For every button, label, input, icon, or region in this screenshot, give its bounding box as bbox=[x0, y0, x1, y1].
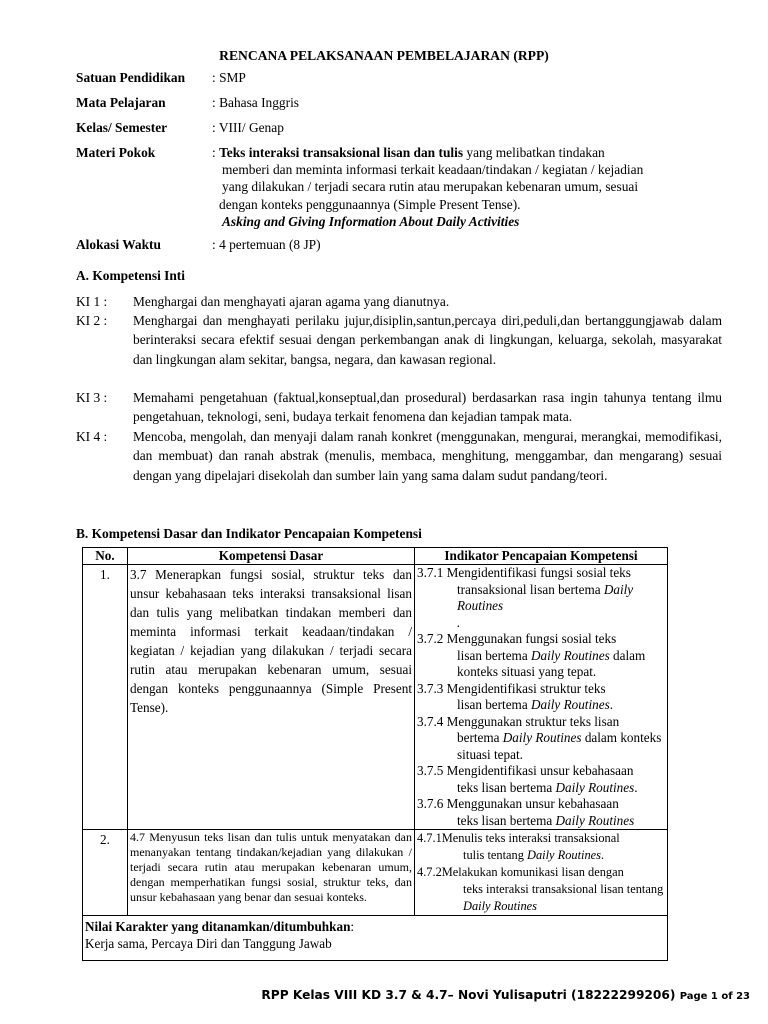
ki-4 bbox=[76, 427, 722, 485]
row-indicators bbox=[415, 565, 668, 830]
indicator-italic: Daily Routines bbox=[555, 812, 635, 828]
karakter-row bbox=[83, 916, 668, 961]
indicator-end: . bbox=[609, 697, 614, 712]
indicator-item bbox=[417, 830, 665, 864]
indicator-end: . bbox=[634, 779, 638, 795]
indicator-first: Menggunakan unsur kebahasaan bbox=[443, 796, 619, 811]
table-row bbox=[83, 565, 668, 830]
ki-text: Mencoba, mengolah, dan menyaji dalam ranah konkret (menggunakan, mengurai, merangkai, memodifikasi, dan membuat) dan ranah abstrak (menulis, membaca, menghitung, menggambar, dan mengarang) sesuai dengan yang dipelajari disekolah dan sumber lain yang sama dalam sudut pandang/teori. bbox=[133, 429, 722, 483]
indicator-code: 3.7.1 bbox=[417, 565, 444, 580]
section-a-heading: A. Kompetensi Inti bbox=[76, 268, 185, 283]
ki-1 bbox=[76, 292, 722, 311]
indicator-end: . bbox=[601, 848, 605, 862]
indicator-item bbox=[417, 565, 665, 631]
ki-2 bbox=[76, 311, 722, 369]
indicator-first: Mengidentifikasi fungsi sosial teks bbox=[443, 565, 631, 580]
materi-topic: Asking and Giving Information About Daily Activities bbox=[222, 213, 520, 229]
indicator-code: 3.7.2 bbox=[417, 631, 444, 646]
indicator-first: Menulis teks interaksi transaksional bbox=[441, 831, 620, 845]
indicator-item bbox=[417, 763, 665, 796]
indicator-first: Mengidentifikasi struktur teks bbox=[443, 680, 606, 696]
indicator-end: . bbox=[457, 614, 461, 630]
page-title: RENCANA PELAKSANAAN PEMBELAJARAN (RPP) bbox=[219, 48, 549, 63]
row-kd bbox=[128, 830, 415, 916]
alokasi-label: Alokasi Waktu bbox=[76, 237, 161, 252]
ki-text: Memahami pengetahuan (faktual,konseptual,dan prosedural) berdasarkan rasa ingin tahunya tentang ilmu pengetahuan, teknologi, seni, budaya terkait fenomena dan kejadian tampak mata. bbox=[133, 390, 722, 425]
indicator-italic: Daily Routines bbox=[457, 581, 634, 613]
karakter-cell bbox=[83, 916, 668, 961]
indicator-first: Melakukan komunikasi lisan dengan bbox=[441, 865, 624, 879]
indicator-code: 4.7.1 bbox=[417, 831, 442, 845]
kelas-value: : VIII/ Genap bbox=[212, 120, 284, 135]
materi-line1 bbox=[212, 143, 605, 162]
mapel-value: : Bahasa Inggris bbox=[212, 95, 300, 110]
alokasi-value: : 4 pertemuan (8 JP) bbox=[212, 237, 321, 252]
materi-line3: yang dilakukan / terjadi secara rutin atau merupakan kebenaran umum, sesuai bbox=[222, 179, 639, 195]
karakter-colon: : bbox=[350, 919, 355, 934]
row-indicators bbox=[415, 830, 668, 916]
ki-label: KI 4 : bbox=[76, 429, 108, 444]
materi-line4: dengan konteks penggunaannya (Simple Present Tense). bbox=[219, 196, 521, 212]
materi-bold: Teks interaksi transaksional lisan dan tulis bbox=[219, 145, 464, 160]
indicator-first: Menggunakan struktur teks lisan bbox=[443, 713, 620, 729]
kd-table bbox=[82, 547, 668, 961]
indicator-end: dalam konteks situasi tepat. bbox=[457, 730, 662, 762]
ki-text: Menghargai dan menghayati perilaku jujur,disiplin,santun,percaya diri,peduli,dan bertanggungjawab dalam berinteraksi secara efektif sesuai dengan perkembangan anak di lingkungan, keluarga, sekolah, masyarakat dan lingkungan alam sekitar, bangsa, negara, dan kawasan regional. bbox=[133, 313, 722, 367]
footer-text: RPP Kelas VIII KD 3.7 & 4.7– Novi Yulisaputri (18222299206) bbox=[261, 988, 676, 1002]
ki-label: KI 2 : bbox=[76, 313, 108, 328]
kelas-label: Kelas/ Semester bbox=[76, 120, 168, 135]
indicator-rest: teks interaksi transaksional lisan tentang bbox=[463, 882, 664, 896]
indicator-rest: tulis tentang bbox=[463, 848, 528, 862]
indicator-code: 3.7.3 bbox=[417, 680, 444, 696]
indicator-end: dalam konteks situasi yang tepat. bbox=[457, 647, 646, 679]
indicator-italic: Daily Routines bbox=[502, 730, 582, 745]
kd-text: 4.7 Menyusun teks lisan dan tulis untuk menyatakan dan menanyakan tentang tindakan/kejadian yang dilakukan / terjadi secara rutin atau merupakan kebenaran umum, dengan memperhatikan fungsi sosial, struktur teks, dan unsur kebahasaan yang benar dan sesuai konteks. bbox=[130, 830, 412, 904]
indicator-rest: bertema bbox=[457, 730, 503, 745]
indicator-code: 3.7.6 bbox=[417, 796, 444, 811]
materi-prefix: : bbox=[212, 145, 220, 160]
indicator-italic: Daily Routines bbox=[530, 697, 610, 712]
satuan-value: : SMP bbox=[212, 70, 246, 85]
header-indikator: Indikator Pencapaian Kompetensi bbox=[415, 548, 668, 565]
indicator-item bbox=[417, 714, 665, 764]
footer-page: Page 1 of 23 bbox=[679, 991, 750, 1002]
indicator-item bbox=[417, 681, 665, 714]
indicator-code: 3.7.5 bbox=[417, 763, 444, 778]
indicator-item bbox=[417, 796, 665, 829]
table-row bbox=[83, 830, 668, 916]
page-footer bbox=[261, 986, 750, 1006]
ki-label: KI 3 : bbox=[76, 390, 108, 405]
indicator-rest: transaksional lisan bertema bbox=[457, 581, 604, 597]
materi-label: Materi Pokok bbox=[76, 145, 156, 160]
indicator-item bbox=[417, 631, 665, 681]
indicator-italic: Daily Routines bbox=[527, 848, 602, 862]
table-header-row bbox=[83, 548, 668, 565]
indicator-italic: Daily Routines bbox=[555, 779, 635, 795]
header-no: No. bbox=[83, 548, 128, 565]
indicator-first: Mengidentifikasi unsur kebahasaan bbox=[443, 763, 634, 778]
mapel-label: Mata Pelajaran bbox=[76, 95, 166, 110]
indicator-item bbox=[417, 864, 665, 915]
indicator-italic: Daily Routines bbox=[463, 899, 537, 913]
indicator-rest: lisan bertema bbox=[457, 647, 531, 663]
row-no: 2. bbox=[83, 830, 128, 916]
materi-line2: memberi dan meminta informasi terkait keadaan/tindakan / kegiatan / kejadian bbox=[222, 162, 644, 177]
indicator-first: Menggunakan fungsi sosial teks bbox=[443, 631, 617, 646]
header-kd: Kompetensi Dasar bbox=[128, 548, 415, 565]
indicator-rest: teks lisan bertema bbox=[457, 812, 556, 828]
row-kd bbox=[128, 565, 415, 830]
indicator-italic: Daily Routines bbox=[530, 647, 610, 663]
indicator-code: 3.7.4 bbox=[417, 713, 444, 729]
karakter-title: Nilai Karakter yang ditanamkan/ditumbuhkan bbox=[85, 919, 351, 934]
indicator-code: 4.7.2 bbox=[417, 865, 442, 879]
indicator-rest: teks lisan bertema bbox=[457, 779, 556, 795]
ki-3 bbox=[76, 388, 722, 427]
row-no: 1. bbox=[83, 565, 128, 830]
materi-continuation bbox=[76, 161, 726, 230]
karakter-value: Kerja sama, Percaya Diri dan Tanggung Jawab bbox=[85, 936, 332, 951]
satuan-label: Satuan Pendidikan bbox=[76, 70, 186, 85]
ki-text: Menghargai dan menghayati ajaran agama yang dianutnya. bbox=[133, 294, 450, 309]
section-b-heading: B. Kompetensi Dasar dan Indikator Pencapaian Kompetensi bbox=[76, 526, 422, 541]
indicator-rest: lisan bertema bbox=[457, 697, 531, 712]
kd-text: 3.7 Menerapkan fungsi sosial, struktur teks dan unsur kebahasaan teks interaksi transaksional lisan dan tulis yang melibatkan tindakan memberi dan meminta informasi terkait keadaan/tindakan / kegiatan / kejadian yang dilakukan / terjadi secara rutin atau merupakan kebenaran umum, sesuai dengan konteks penggunaannya (Simple Present Tense). bbox=[130, 567, 412, 715]
materi-line1-rest: yang melibatkan tindakan bbox=[463, 145, 605, 160]
ki-label: KI 1 : bbox=[76, 294, 108, 309]
